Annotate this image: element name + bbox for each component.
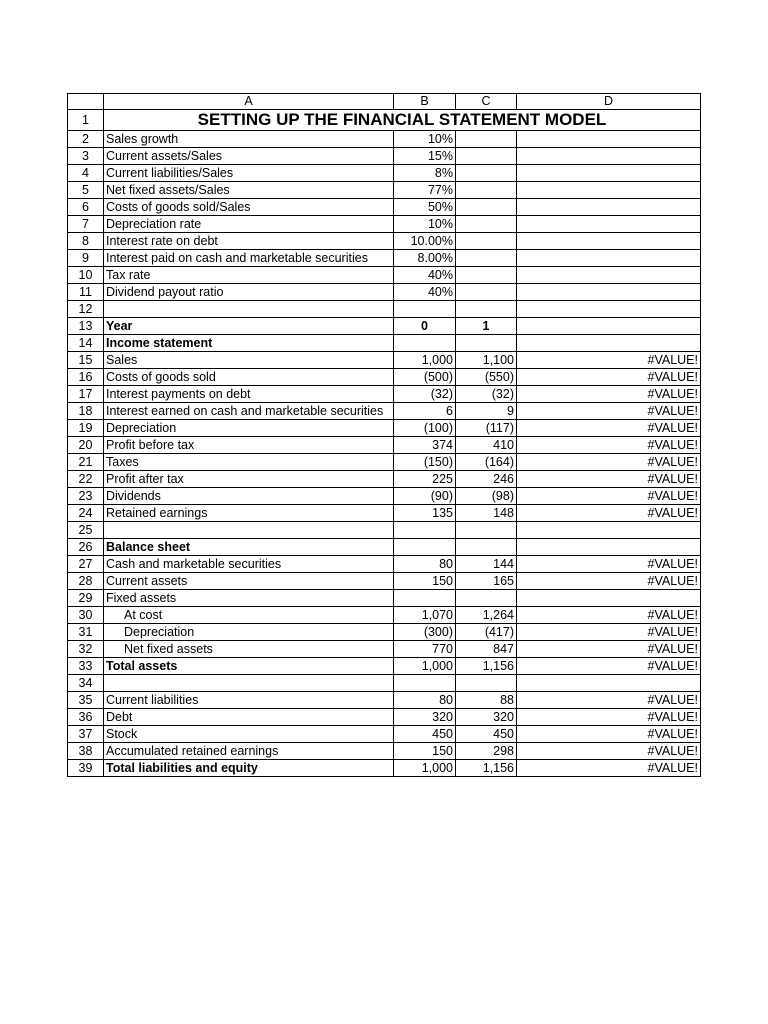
column-header-c[interactable]: C [456,94,517,110]
value-cell-b[interactable] [394,301,456,318]
label-cell[interactable]: Costs of goods sold [104,369,394,386]
value-cell-b[interactable]: 77% [394,182,456,199]
value-cell-b[interactable]: (500) [394,369,456,386]
value-cell-c[interactable]: 148 [456,505,517,522]
label-cell[interactable]: Sales growth [104,131,394,148]
table-row [68,352,701,369]
table-row [68,437,701,454]
value-cell-c[interactable] [456,590,517,607]
value-cell-c[interactable] [456,335,517,352]
row-number[interactable]: 21 [68,454,104,471]
value-cell-d[interactable] [517,165,701,182]
row-number[interactable]: 9 [68,250,104,267]
label-cell[interactable]: At cost [104,607,394,624]
row-number[interactable]: 10 [68,267,104,284]
row-number[interactable]: 33 [68,658,104,675]
label-cell[interactable]: Current liabilities/Sales [104,165,394,182]
value-cell-b[interactable] [394,590,456,607]
value-cell-c[interactable]: 320 [456,709,517,726]
value-cell-c[interactable] [456,522,517,539]
value-cell-c[interactable] [456,267,517,284]
table-row [68,726,701,743]
value-cell-d[interactable]: #VALUE! [517,352,701,369]
table-row [68,250,701,267]
table-row [68,233,701,250]
value-cell-c[interactable]: 450 [456,726,517,743]
value-cell-b[interactable]: 320 [394,709,456,726]
value-cell-c[interactable] [456,284,517,301]
row-number[interactable]: 12 [68,301,104,318]
table-row [68,590,701,607]
row-number[interactable]: 32 [68,641,104,658]
value-cell-b[interactable]: 40% [394,267,456,284]
value-cell-b[interactable]: 770 [394,641,456,658]
value-cell-d[interactable]: #VALUE! [517,743,701,760]
value-cell-c[interactable]: 847 [456,641,517,658]
value-cell-c[interactable] [456,233,517,250]
label-cell[interactable]: Fixed assets [104,590,394,607]
table-row [68,386,701,403]
row-number[interactable]: 23 [68,488,104,505]
value-cell-d[interactable] [517,539,701,556]
value-cell-d[interactable] [517,233,701,250]
row-number[interactable]: 26 [68,539,104,556]
label-cell[interactable]: Year [104,318,394,335]
value-cell-d[interactable] [517,250,701,267]
value-cell-b[interactable]: 1,000 [394,658,456,675]
row-number[interactable]: 36 [68,709,104,726]
value-cell-d[interactable] [517,148,701,165]
value-cell-d[interactable] [517,675,701,692]
value-cell-d[interactable]: #VALUE! [517,641,701,658]
label-cell[interactable]: Taxes [104,454,394,471]
row-number[interactable]: 38 [68,743,104,760]
value-cell-d[interactable] [517,216,701,233]
label-cell[interactable]: Interest rate on debt [104,233,394,250]
label-cell[interactable]: Income statement [104,335,394,352]
value-cell-c[interactable] [456,182,517,199]
value-cell-c[interactable] [456,165,517,182]
value-cell-c[interactable]: (98) [456,488,517,505]
row-number[interactable]: 19 [68,420,104,437]
spreadsheet-grid [67,93,701,777]
value-cell-c[interactable] [456,301,517,318]
row-number[interactable]: 27 [68,556,104,573]
value-cell-b[interactable]: 80 [394,692,456,709]
table-row [68,539,701,556]
value-cell-b[interactable] [394,539,456,556]
value-cell-d[interactable] [517,131,701,148]
sheet-title[interactable]: SETTING UP THE FINANCIAL STATEMENT MODEL [104,110,701,131]
label-cell[interactable]: Tax rate [104,267,394,284]
table-row [68,505,701,522]
value-cell-b[interactable]: 150 [394,573,456,590]
value-cell-d[interactable]: #VALUE! [517,420,701,437]
value-cell-b[interactable]: 6 [394,403,456,420]
table-row [68,641,701,658]
row-number[interactable]: 2 [68,131,104,148]
value-cell-c[interactable]: 298 [456,743,517,760]
value-cell-d[interactable] [517,267,701,284]
value-cell-d[interactable]: #VALUE! [517,658,701,675]
table-row [68,760,701,777]
value-cell-d[interactable]: #VALUE! [517,726,701,743]
label-cell[interactable]: Net fixed assets/Sales [104,182,394,199]
value-cell-b[interactable]: 15% [394,148,456,165]
value-cell-d[interactable] [517,284,701,301]
label-cell[interactable]: Retained earnings [104,505,394,522]
table-row [68,284,701,301]
label-cell[interactable]: Depreciation [104,624,394,641]
value-cell-d[interactable] [517,522,701,539]
row-number[interactable]: 3 [68,148,104,165]
table-row [68,335,701,352]
table-row [68,369,701,386]
value-cell-d[interactable]: #VALUE! [517,454,701,471]
value-cell-b[interactable]: 0 [394,318,456,335]
value-cell-d[interactable]: #VALUE! [517,556,701,573]
value-cell-c[interactable]: (32) [456,386,517,403]
row-number[interactable]: 22 [68,471,104,488]
label-cell[interactable] [104,522,394,539]
label-cell[interactable]: Dividend payout ratio [104,284,394,301]
table-row [68,420,701,437]
value-cell-b[interactable]: 10% [394,131,456,148]
row-number[interactable]: 30 [68,607,104,624]
table-row [68,709,701,726]
value-cell-d[interactable]: #VALUE! [517,369,701,386]
table-row [68,165,701,182]
value-cell-d[interactable]: #VALUE! [517,692,701,709]
row-number[interactable]: 24 [68,505,104,522]
value-cell-b[interactable]: (150) [394,454,456,471]
label-cell[interactable]: Current assets [104,573,394,590]
row-number[interactable]: 20 [68,437,104,454]
table-row [68,131,701,148]
value-cell-c[interactable]: 165 [456,573,517,590]
value-cell-d[interactable]: #VALUE! [517,386,701,403]
row-number[interactable]: 17 [68,386,104,403]
table-row [68,148,701,165]
label-cell[interactable]: Net fixed assets [104,641,394,658]
value-cell-b[interactable] [394,675,456,692]
table-row [68,301,701,318]
column-header-b[interactable]: B [394,94,456,110]
value-cell-b[interactable]: 8% [394,165,456,182]
value-cell-c[interactable] [456,199,517,216]
column-header-a[interactable]: A [104,94,394,110]
value-cell-d[interactable]: #VALUE! [517,624,701,641]
value-cell-c[interactable]: 9 [456,403,517,420]
row-number[interactable]: 11 [68,284,104,301]
table-row [68,182,701,199]
row-number[interactable]: 29 [68,590,104,607]
value-cell-b[interactable]: 1,000 [394,760,456,777]
value-cell-d[interactable]: #VALUE! [517,488,701,505]
label-cell[interactable]: Balance sheet [104,539,394,556]
value-cell-d[interactable]: #VALUE! [517,471,701,488]
value-cell-c[interactable]: (164) [456,454,517,471]
value-cell-c[interactable] [456,675,517,692]
value-cell-b[interactable]: (32) [394,386,456,403]
value-cell-c[interactable]: 144 [456,556,517,573]
row-number[interactable]: 1 [68,110,104,131]
label-cell[interactable]: Profit after tax [104,471,394,488]
row-number[interactable]: 39 [68,760,104,777]
label-cell[interactable]: Total liabilities and equity [104,760,394,777]
value-cell-b[interactable]: (90) [394,488,456,505]
value-cell-d[interactable]: #VALUE! [517,403,701,420]
row-number[interactable]: 18 [68,403,104,420]
value-cell-d[interactable]: #VALUE! [517,760,701,777]
value-cell-d[interactable]: #VALUE! [517,437,701,454]
table-row [68,743,701,760]
row-number[interactable]: 16 [68,369,104,386]
value-cell-b[interactable]: 225 [394,471,456,488]
label-cell[interactable]: Current liabilities [104,692,394,709]
row-number[interactable]: 13 [68,318,104,335]
row-number[interactable]: 5 [68,182,104,199]
value-cell-d[interactable] [517,590,701,607]
value-cell-b[interactable] [394,522,456,539]
row-number[interactable]: 34 [68,675,104,692]
value-cell-c[interactable] [456,250,517,267]
label-cell[interactable]: Dividends [104,488,394,505]
value-cell-b[interactable]: 80 [394,556,456,573]
value-cell-b[interactable]: 10.00% [394,233,456,250]
value-cell-c[interactable]: 410 [456,437,517,454]
label-cell[interactable]: Current assets/Sales [104,148,394,165]
value-cell-b[interactable]: 135 [394,505,456,522]
title-row [68,110,701,131]
table-row [68,658,701,675]
value-cell-c[interactable]: 1 [456,318,517,335]
value-cell-d[interactable] [517,301,701,318]
value-cell-b[interactable]: 8.00% [394,250,456,267]
value-cell-c[interactable]: 1,264 [456,607,517,624]
label-cell[interactable]: Accumulated retained earnings [104,743,394,760]
table-row [68,692,701,709]
label-cell[interactable]: Costs of goods sold/Sales [104,199,394,216]
value-cell-d[interactable]: #VALUE! [517,505,701,522]
label-cell[interactable]: Profit before tax [104,437,394,454]
value-cell-c[interactable]: 1,100 [456,352,517,369]
column-header-d[interactable]: D [517,94,701,110]
table-row [68,556,701,573]
value-cell-b[interactable]: 40% [394,284,456,301]
row-number[interactable]: 8 [68,233,104,250]
value-cell-c[interactable]: 1,156 [456,760,517,777]
value-cell-d[interactable] [517,199,701,216]
label-cell[interactable] [104,675,394,692]
label-cell[interactable]: Total assets [104,658,394,675]
label-cell[interactable]: Stock [104,726,394,743]
label-cell[interactable]: Sales [104,352,394,369]
value-cell-b[interactable]: (100) [394,420,456,437]
value-cell-c[interactable]: (550) [456,369,517,386]
row-number[interactable]: 14 [68,335,104,352]
row-number[interactable]: 4 [68,165,104,182]
label-cell[interactable]: Interest payments on debt [104,386,394,403]
label-cell[interactable]: Interest paid on cash and marketable securities [104,250,394,267]
value-cell-c[interactable] [456,216,517,233]
label-cell[interactable]: Debt [104,709,394,726]
table-row [68,624,701,641]
table-row [68,675,701,692]
label-cell[interactable]: Depreciation [104,420,394,437]
row-number[interactable]: 7 [68,216,104,233]
row-number[interactable]: 28 [68,573,104,590]
row-number[interactable]: 15 [68,352,104,369]
row-number[interactable]: 6 [68,199,104,216]
table-row [68,403,701,420]
value-cell-c[interactable] [456,131,517,148]
value-cell-c[interactable] [456,539,517,556]
column-header-row [68,94,701,110]
table-row [68,267,701,284]
value-cell-d[interactable] [517,182,701,199]
value-cell-b[interactable]: 50% [394,199,456,216]
value-cell-d[interactable]: #VALUE! [517,573,701,590]
corner-cell[interactable] [68,94,104,110]
value-cell-b[interactable] [394,335,456,352]
table-row [68,573,701,590]
row-number[interactable]: 37 [68,726,104,743]
value-cell-c[interactable]: 88 [456,692,517,709]
value-cell-b[interactable]: 1,000 [394,352,456,369]
table-row [68,318,701,335]
table-row [68,522,701,539]
value-cell-c[interactable]: 246 [456,471,517,488]
table-row [68,471,701,488]
value-cell-c[interactable]: (417) [456,624,517,641]
value-cell-d[interactable]: #VALUE! [517,607,701,624]
value-cell-b[interactable]: 374 [394,437,456,454]
value-cell-c[interactable]: (117) [456,420,517,437]
value-cell-d[interactable]: #VALUE! [517,709,701,726]
label-cell[interactable]: Interest earned on cash and marketable securities [104,403,394,420]
value-cell-b[interactable]: 150 [394,743,456,760]
table-row [68,488,701,505]
value-cell-c[interactable]: 1,156 [456,658,517,675]
row-number[interactable]: 31 [68,624,104,641]
table-row [68,607,701,624]
value-cell-d[interactable] [517,335,701,352]
label-cell[interactable]: Depreciation rate [104,216,394,233]
table-row [68,199,701,216]
label-cell[interactable] [104,301,394,318]
table-row [68,216,701,233]
value-cell-d[interactable] [517,318,701,335]
label-cell[interactable]: Cash and marketable securities [104,556,394,573]
table-row [68,454,701,471]
value-cell-b[interactable]: 1,070 [394,607,456,624]
value-cell-b[interactable]: 10% [394,216,456,233]
value-cell-b[interactable]: (300) [394,624,456,641]
row-number[interactable]: 35 [68,692,104,709]
row-number[interactable]: 25 [68,522,104,539]
value-cell-b[interactable]: 450 [394,726,456,743]
value-cell-c[interactable] [456,148,517,165]
